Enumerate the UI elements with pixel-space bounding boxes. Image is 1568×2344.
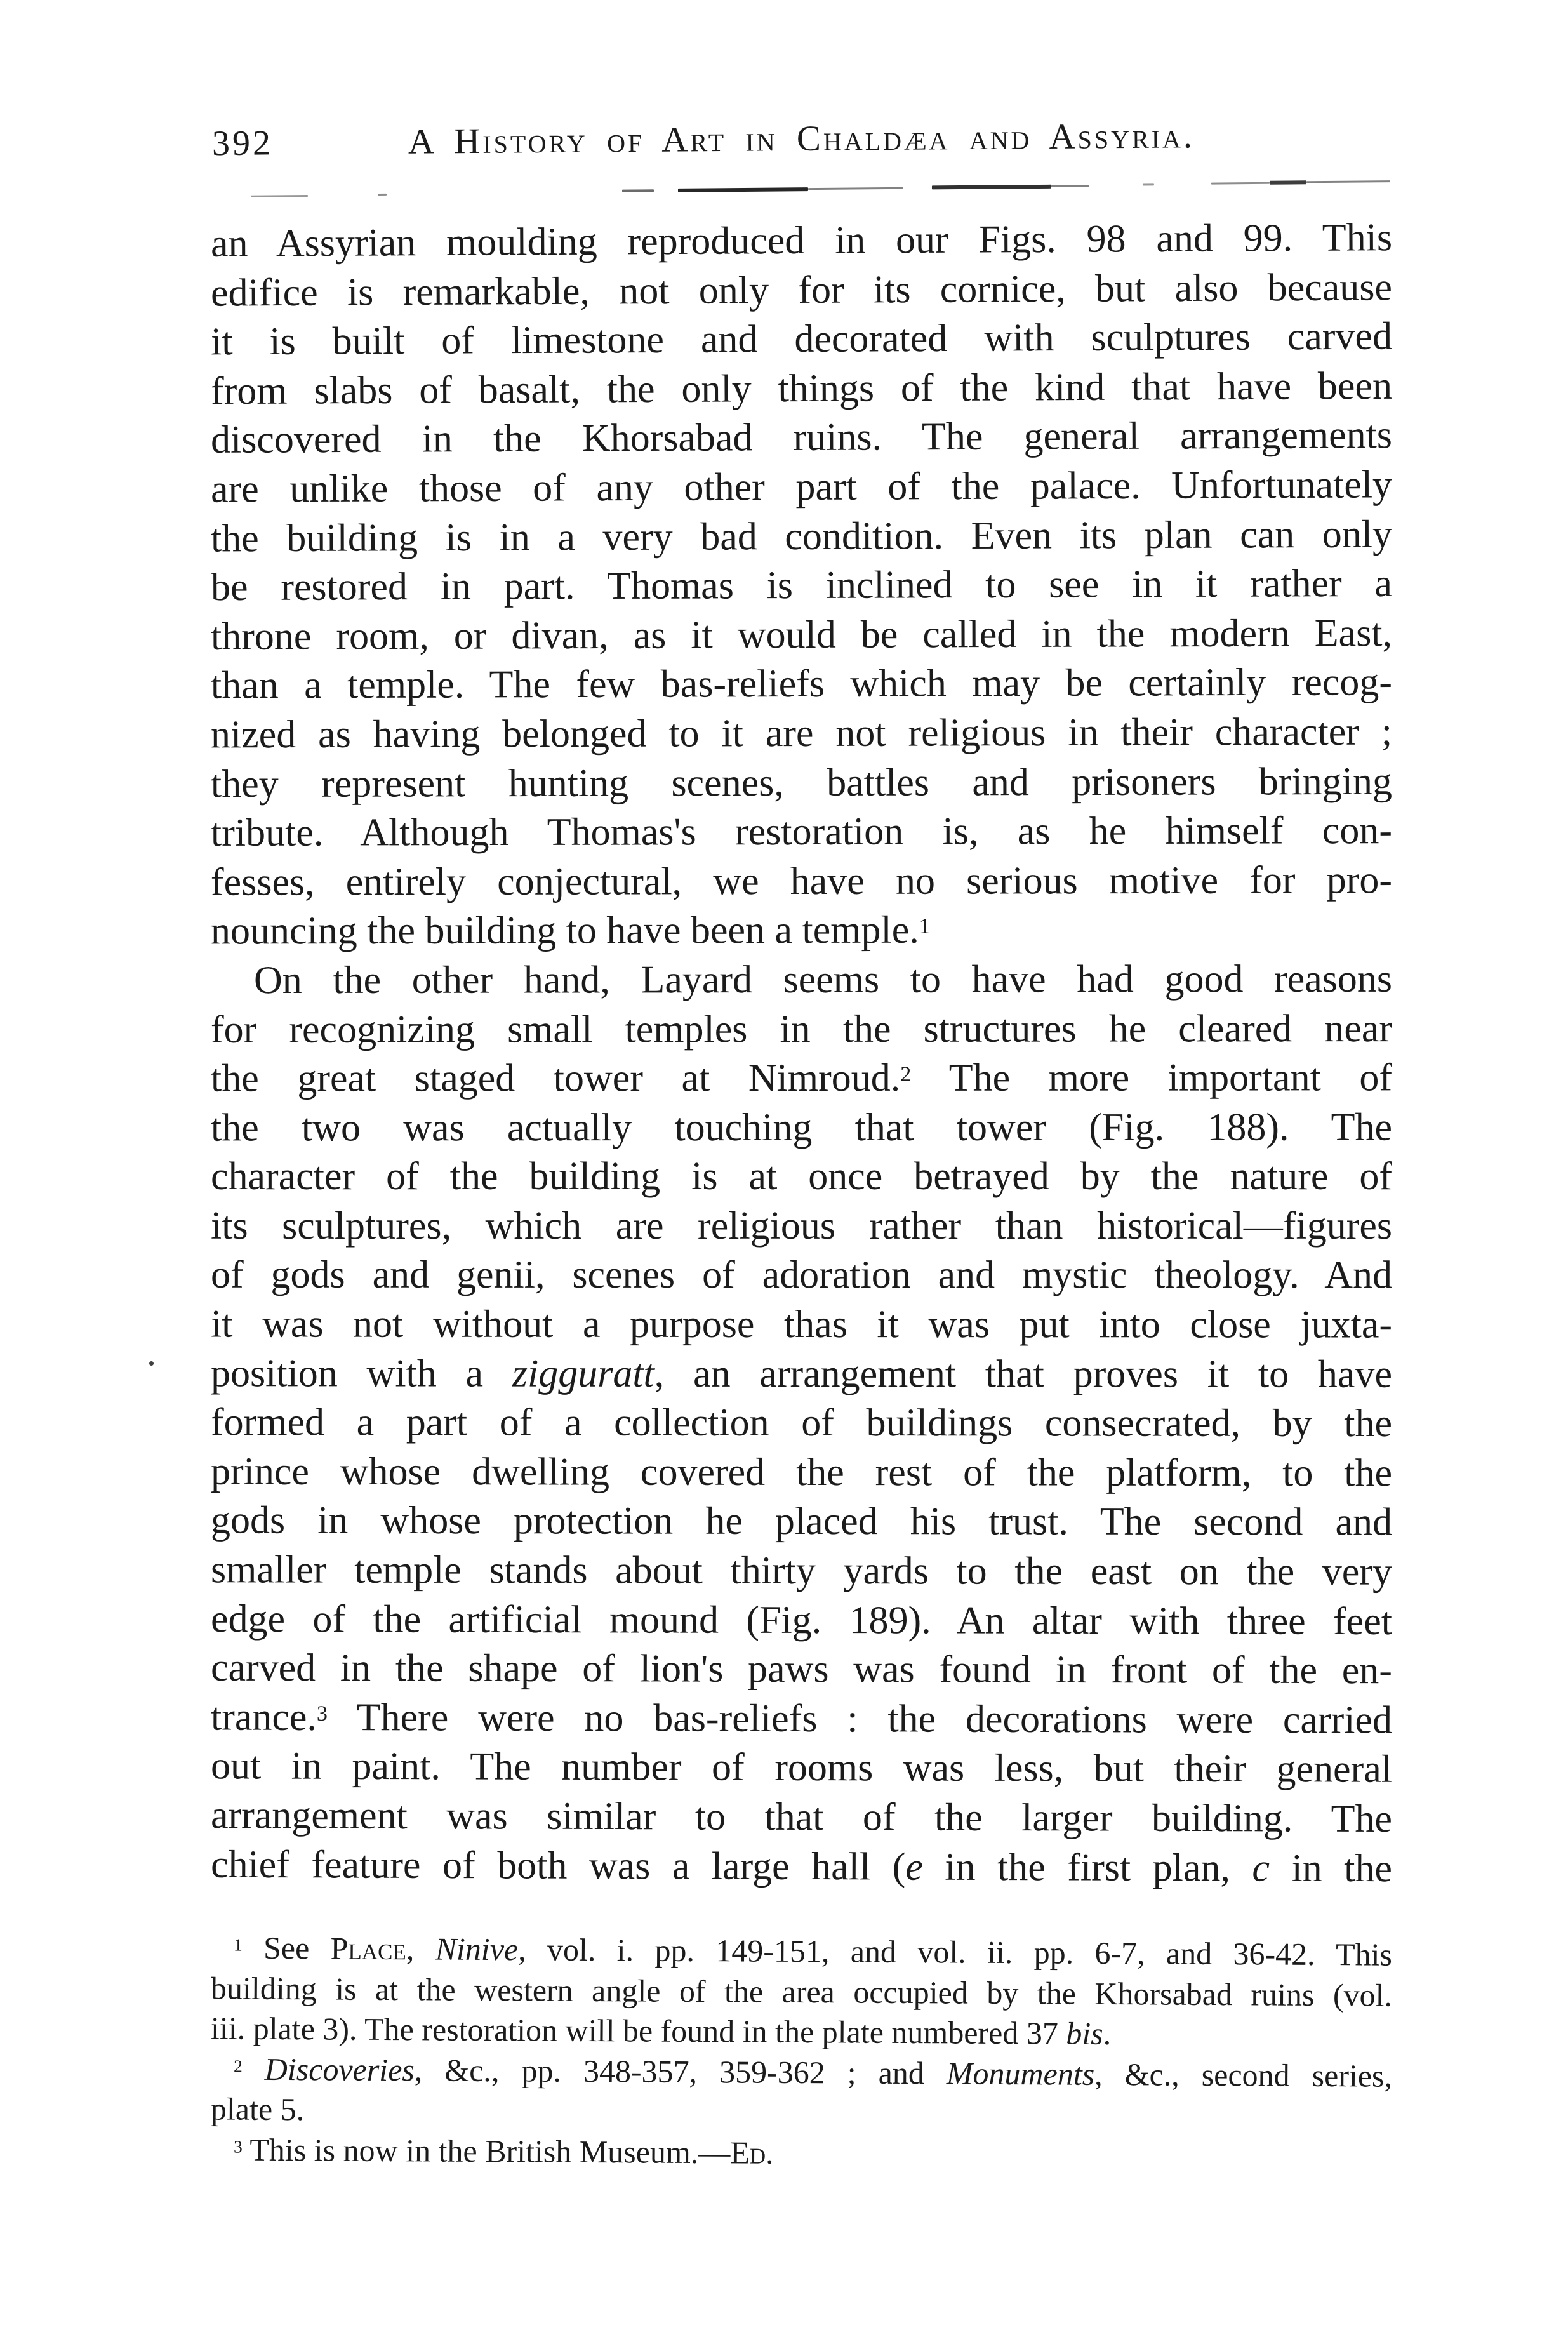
footnote-line: $^2$ Discoveries, &c., pp. 348-357, 359-362 ; and Monuments, &c., second series, xyxy=(233,2051,1393,2094)
text-line: it is built of limestone and decorated with sculptures carved xyxy=(210,314,1393,364)
footnote-line: plate 5. xyxy=(210,2091,305,2128)
text-line: chief feature of both was a large hall (e in the first plan, c in the xyxy=(210,1842,1393,1890)
text-line: smaller temple stands about thirty yards to the east on the very xyxy=(210,1548,1393,1594)
header-rule-fragment xyxy=(1143,183,1154,185)
body-text xyxy=(211,216,1392,1891)
text-line: throne room, or divan, as it would be called in the modern East, xyxy=(210,611,1393,658)
footnote-line: building is at the western angle of the area occupied by the Khorsabad ruins (vol. xyxy=(210,1969,1393,2013)
text-line: nouncing the building to have been a temple.$^1$ xyxy=(210,909,930,953)
header-rule-fragment xyxy=(808,187,903,190)
text-line: On the other hand, Layard seems to have had good reasons xyxy=(253,957,1393,1002)
text-line: character of the building is at once betrayed by the nature of xyxy=(210,1155,1393,1199)
text-line: be restored in part. Thomas is inclined to see in it rather a xyxy=(210,562,1393,609)
header-rule-fragment xyxy=(251,195,308,197)
footnote-line: $^1$ See Place, Ninive, vol. i. pp. 149-151, and vol. ii. pp. 6-7, and 36-42. This xyxy=(233,1929,1393,1973)
text-line: trance.$^3$ There were no bas-reliefs : the decorations were carried xyxy=(210,1695,1393,1742)
scan-speck xyxy=(149,1361,154,1366)
header-rule-fragment xyxy=(678,187,808,192)
text-line: the great staged tower at Nimroud.$^2$ The more important of xyxy=(210,1056,1393,1100)
text-line: are unlike those of any other part of the palace. Unfortunately xyxy=(210,463,1393,511)
header-rule xyxy=(241,179,1393,201)
header-rule-fragment xyxy=(1270,180,1306,185)
text-line: of gods and genii, scenes of adoration and mystic theology. And xyxy=(210,1253,1393,1297)
header-rule-fragment xyxy=(1306,180,1390,183)
header-rule-fragment xyxy=(1051,185,1089,187)
header-rule-fragment xyxy=(932,185,1051,190)
text-line: from slabs of basalt, the only things of the kind that have been xyxy=(210,364,1393,413)
running-title: A History of Art in Chaldæa and Assyria. xyxy=(408,116,1195,162)
text-line: carved in the shape of lion's paws was found in front of the en- xyxy=(210,1646,1393,1693)
footnote-line: iii. plate 3). The restoration will be found in the plate numbered 37 bis. xyxy=(210,2010,1112,2051)
text-line: than a temple. The few bas-reliefs which may be certainly recog- xyxy=(210,660,1393,708)
text-line: nized as having belonged to it are not religious in their character ; xyxy=(210,710,1393,757)
footnote-section xyxy=(211,1931,1392,2173)
text-line: edifice is remarkable, not only for its cornice, but also because xyxy=(210,265,1393,315)
page-header xyxy=(211,109,1393,170)
text-line: tribute. Although Thomas's restoration is, as he himself con- xyxy=(210,809,1393,855)
header-rule-fragment xyxy=(1211,182,1270,185)
text-line: discovered in the Khorsabad ruins. The general arrangements xyxy=(210,413,1393,462)
text-line: fesses, entirely conjectural, we have no serious motive for pro- xyxy=(210,858,1393,904)
text-line: prince whose dwelling covered the rest of the platform, to the xyxy=(210,1449,1393,1495)
header-rule-fragment xyxy=(622,189,654,192)
text-line: an Assyrian moulding reproduced in our Figs. 98 and 99. This xyxy=(210,216,1393,265)
text-line: position with a zigguratt, an arrangement that proves it to have xyxy=(210,1351,1393,1396)
text-line: edge of the artificial mound (Fig. 189). An altar with three feet xyxy=(210,1597,1393,1643)
text-line: the two was actually touching that tower (Fig. 188). The xyxy=(210,1105,1393,1150)
text-line: it was not without a purpose thas it was put into close juxta- xyxy=(210,1302,1393,1347)
text-line: formed a part of a collection of buildings consecrated, by the xyxy=(210,1401,1393,1446)
text-line: its sculptures, which are religious rather than historical—figures xyxy=(210,1204,1393,1248)
text-line: arrangement was similar to that of the larger building. The xyxy=(210,1793,1393,1841)
footnote-line: $^3$ This is now in the British Museum.—Ed. xyxy=(233,2131,774,2171)
text-line: they represent hunting scenes, battles and prisoners bringing xyxy=(210,759,1393,806)
text-line: out in paint. The number of rooms was less, but their general xyxy=(210,1744,1393,1792)
text-line: for recognizing small temples in the structures he cleared near xyxy=(210,1006,1393,1051)
page-number: 392 xyxy=(211,123,274,164)
text-line: gods in whose protection he placed his trust. The second and xyxy=(210,1498,1393,1544)
text-line: the building is in a very bad condition. Even its plan can only xyxy=(210,512,1393,560)
header-rule-fragment xyxy=(378,194,387,196)
